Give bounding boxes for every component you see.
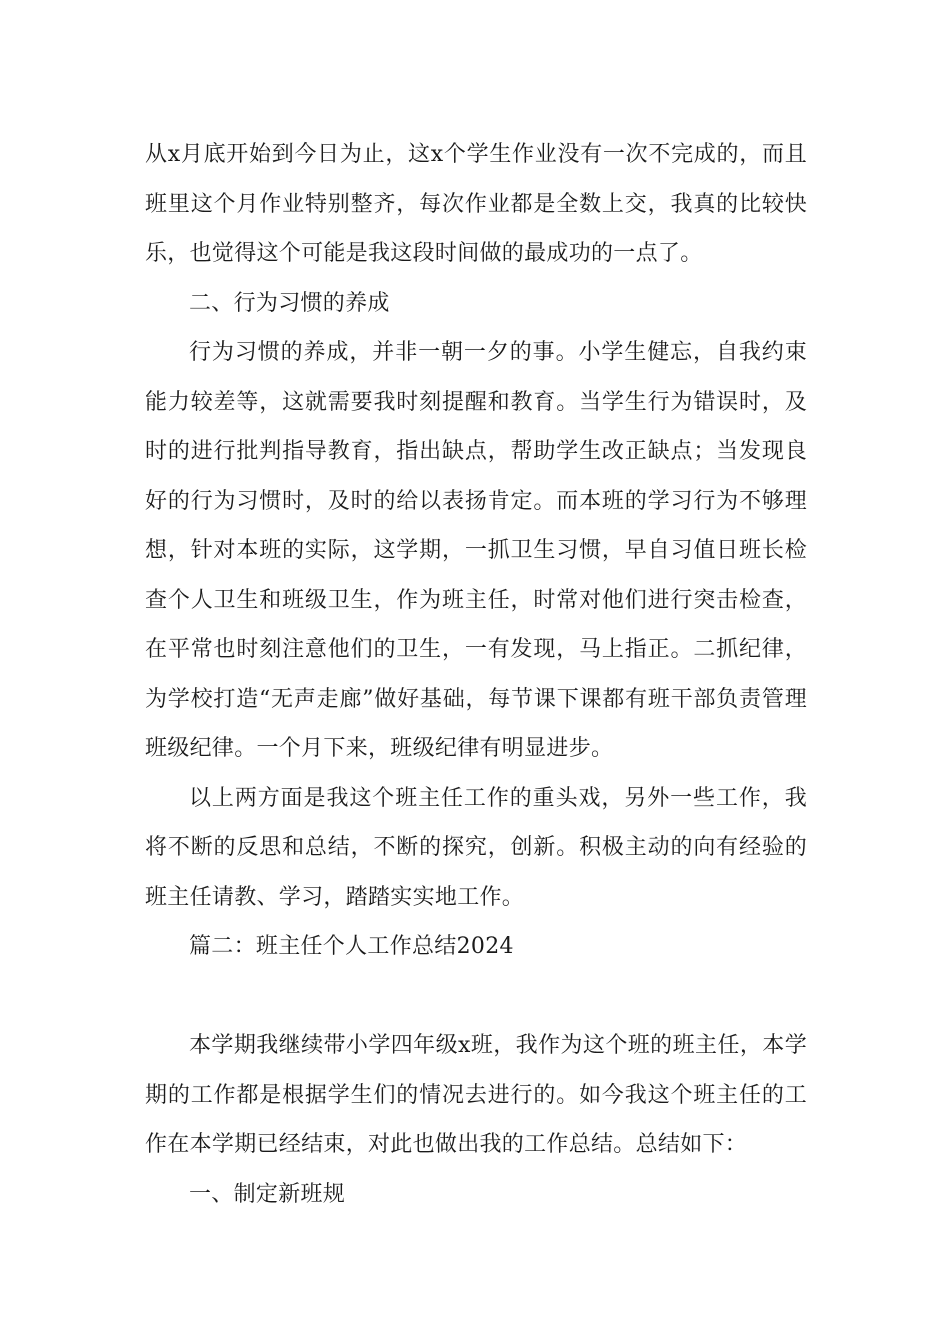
article-title-part-two: 篇二：班主任个人工作总结2024	[189, 934, 514, 959]
paragraph-semester-intro: 本学期我继续带小学四年级x班，我作为这个班的班主任，本学期的工作都是根据学生们的情况去进行的。如今我这个班主任的工作在本学期已经结束，对此也做出我的工作总结。总结如下：	[145, 1033, 807, 1157]
section-heading-new-class-rules: 一、制定新班规	[189, 1181, 346, 1207]
document-body	[145, 130, 807, 1219]
paragraph-behavior-habits: 行为习惯的养成，并非一朝一夕的事。小学生健忘，自我约束能力较差等，这就需要我时刻提醒和教育。当学生行为错误时，及时的进行批判指导教育，指出缺点，帮助学生改正缺点；当发现良好的行为习惯时，及时的给以表扬肯定。而本班的学习行为不够理想，针对本班的实际，这学期，一抓卫生习惯，早自习值日班长检查个人卫生和班级卫生，作为班主任，时常对他们进行突击检查，在平常也时刻注意他们的卫生，一有发现，马上指正。二抓纪律，为学校打造“无声走廊”做好基础，每节课下课都有班干部负责管理班级纪律。一个月下来，班级纪律有明显进步。	[145, 340, 807, 761]
paragraph-homework-summary: 从x月底开始到今日为止，这x个学生作业没有一次不完成的，而且班里这个月作业特别整齐，每次作业都是全数上交，我真的比较快乐，也觉得这个可能是我这段时间做的最成功的一点了。	[145, 142, 807, 266]
paragraph-conclusion: 以上两方面是我这个班主任工作的重头戏，另外一些工作，我将不断的反思和总结，不断的探究，创新。积极主动的向有经验的班主任请教、学习，踏踏实实地工作。	[145, 785, 807, 910]
blank-line	[145, 972, 807, 1022]
section-heading-behavior-habits: 二、行为习惯的养成	[189, 290, 390, 316]
